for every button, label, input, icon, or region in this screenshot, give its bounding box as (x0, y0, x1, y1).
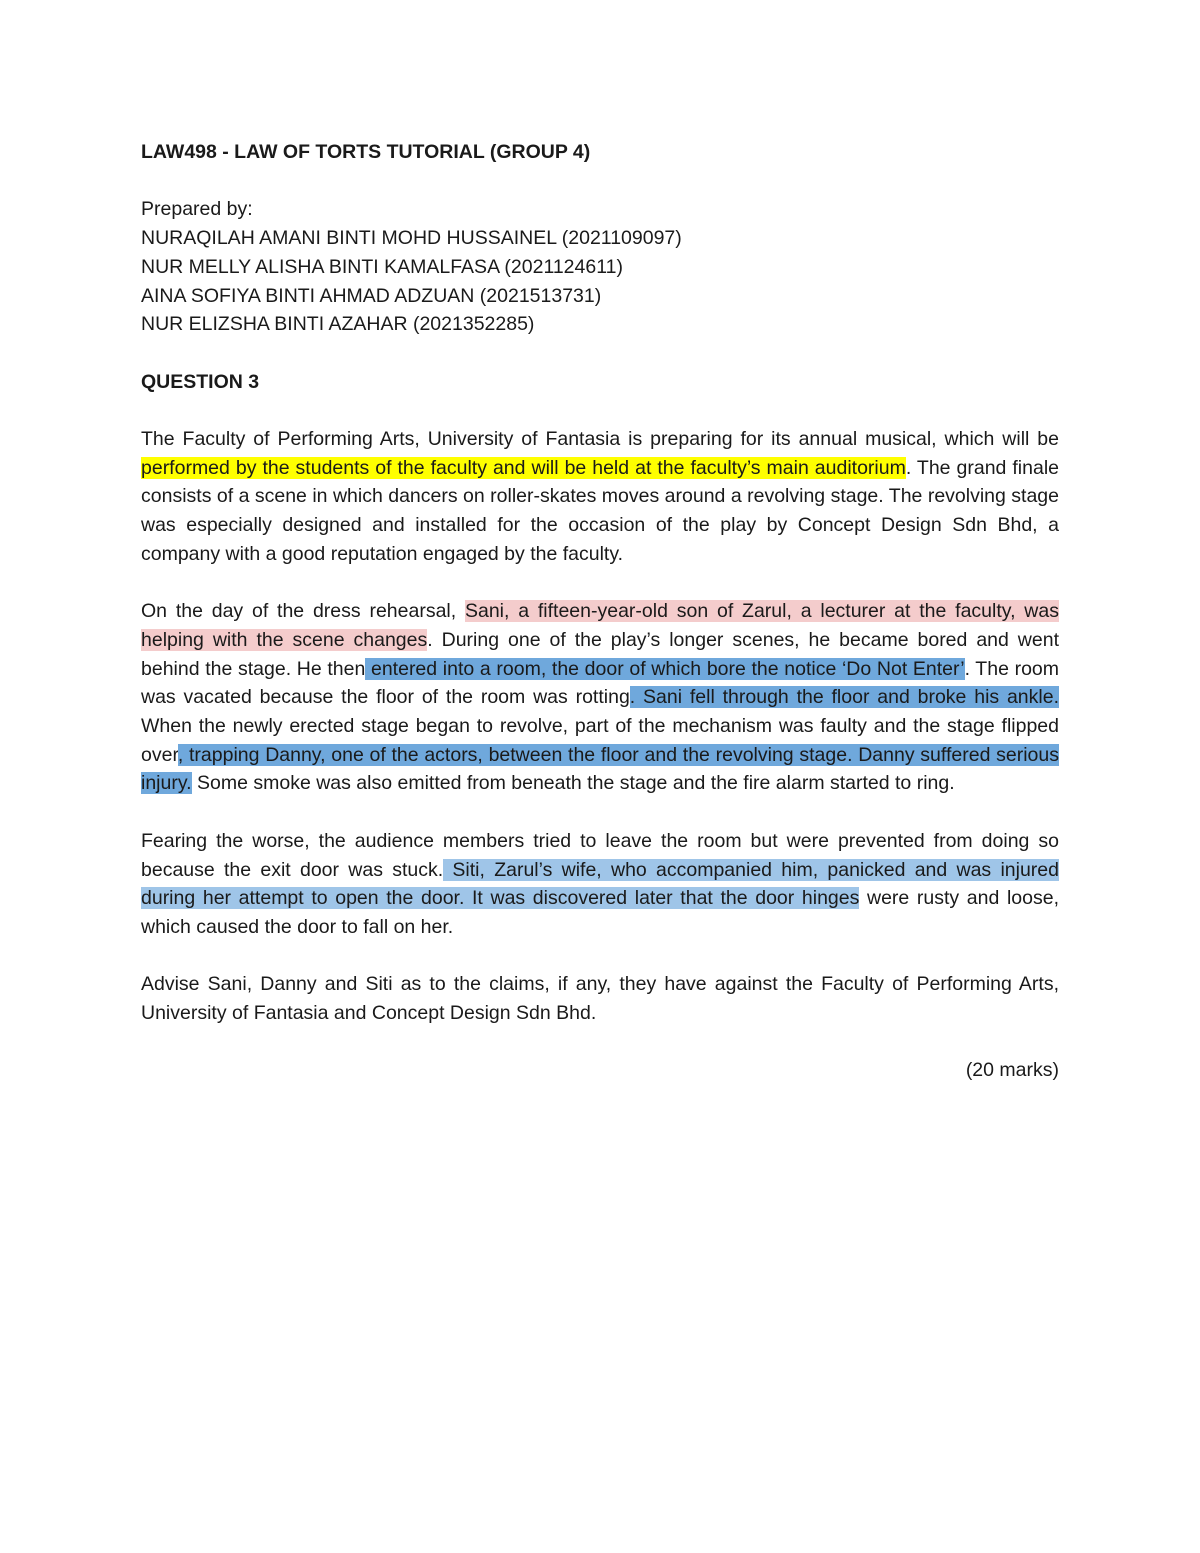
text-run: Fearing the worse, the audience members tried to leave the room but were prevented from doing so because the exit door was stuck. (141, 829, 1059, 881)
highlight-yellow: performed by the students of the faculty and will be held at the faculty’s main auditorium (141, 456, 906, 479)
text-run: . The room was vacated because the floor of the room was rotting (141, 657, 1059, 709)
spacer (141, 569, 1059, 598)
author-line: NUR ELIZSHA BINTI AZAHAR (2021352285) (141, 313, 535, 336)
text-run: Some smoke was also emitted from beneath the stage and the fire alarm started to ring. (191, 772, 955, 795)
text-run: . The grand finale consists of a scene in which dancers on roller-skates moves around a revolving stage. The revolving stage was especially designed and installed for the occasion of the play by Concept Design Sdn Bhd, a company with a good reputation engaged by the faculty. (141, 456, 1059, 565)
text-run: When the newly erected stage began to revolve, part of the mechanism was faulty and the stage flipped over (141, 715, 1059, 766)
highlight-blue: . Sani fell through the floor and broke his ankle. (629, 686, 1060, 709)
highlight-light-blue: Siti, Zarul’s wife, who accompanied him, panicked and was injured during her attempt to open the door. It was discovered later that the door hinges (141, 858, 1059, 910)
highlight-blue: , trapping Danny, one of the actors, between the floor and the revolving stage. Danny suffered serious injury. (141, 743, 1059, 795)
marks-label: (20 marks) (965, 1059, 1059, 1082)
text-run: . During one of the play’s longer scenes, he became bored and went behind the stage. He then (141, 628, 1059, 680)
question-heading: QUESTION 3 (141, 370, 260, 393)
document-title: LAW498 - LAW OF TORTS TUTORIAL (GROUP 4) (141, 141, 591, 163)
author-line: NURAQILAH AMANI BINTI MOHD HUSSAINEL (2021109097) (141, 227, 682, 250)
highlight-blue: entered into a room, the door of which bore the notice ‘Do Not Enter’ (365, 657, 965, 680)
highlight-pink: Sani, a fifteen-year-old son of Zarul, a lecturer at the faculty, was helping with the scene changes (141, 600, 1059, 651)
spacer (141, 1028, 1059, 1057)
spacer (141, 396, 1059, 425)
spacer (141, 167, 1059, 196)
author-line: AINA SOFIYA BINTI AHMAD ADZUAN (2021513731) (141, 284, 602, 307)
document-page (141, 138, 1059, 1085)
paragraph-advise: Advise Sani, Danny and Siti as to the claims, if any, they have against the Faculty of Performing Arts, University of Fantasia and Concept Design Sdn Bhd. (141, 973, 1059, 1024)
prepared-by-label: Prepared by: (141, 198, 253, 221)
text-run: The Faculty of Performing Arts, University of Fantasia is preparing for its annual musical, which will be (141, 427, 1059, 450)
paragraph-audience (141, 827, 1059, 942)
spacer (141, 798, 1059, 827)
spacer (141, 942, 1059, 971)
paragraph-rehearsal (141, 597, 1059, 798)
spacer (141, 339, 1059, 368)
text-run: were rusty and loose, which caused the door to fall on her. (141, 887, 1060, 938)
paragraph-intro (141, 425, 1059, 569)
text-run: On the day of the dress rehearsal, (141, 600, 465, 623)
author-line: NUR MELLY ALISHA BINTI KAMALFASA (2021124611) (141, 255, 623, 278)
